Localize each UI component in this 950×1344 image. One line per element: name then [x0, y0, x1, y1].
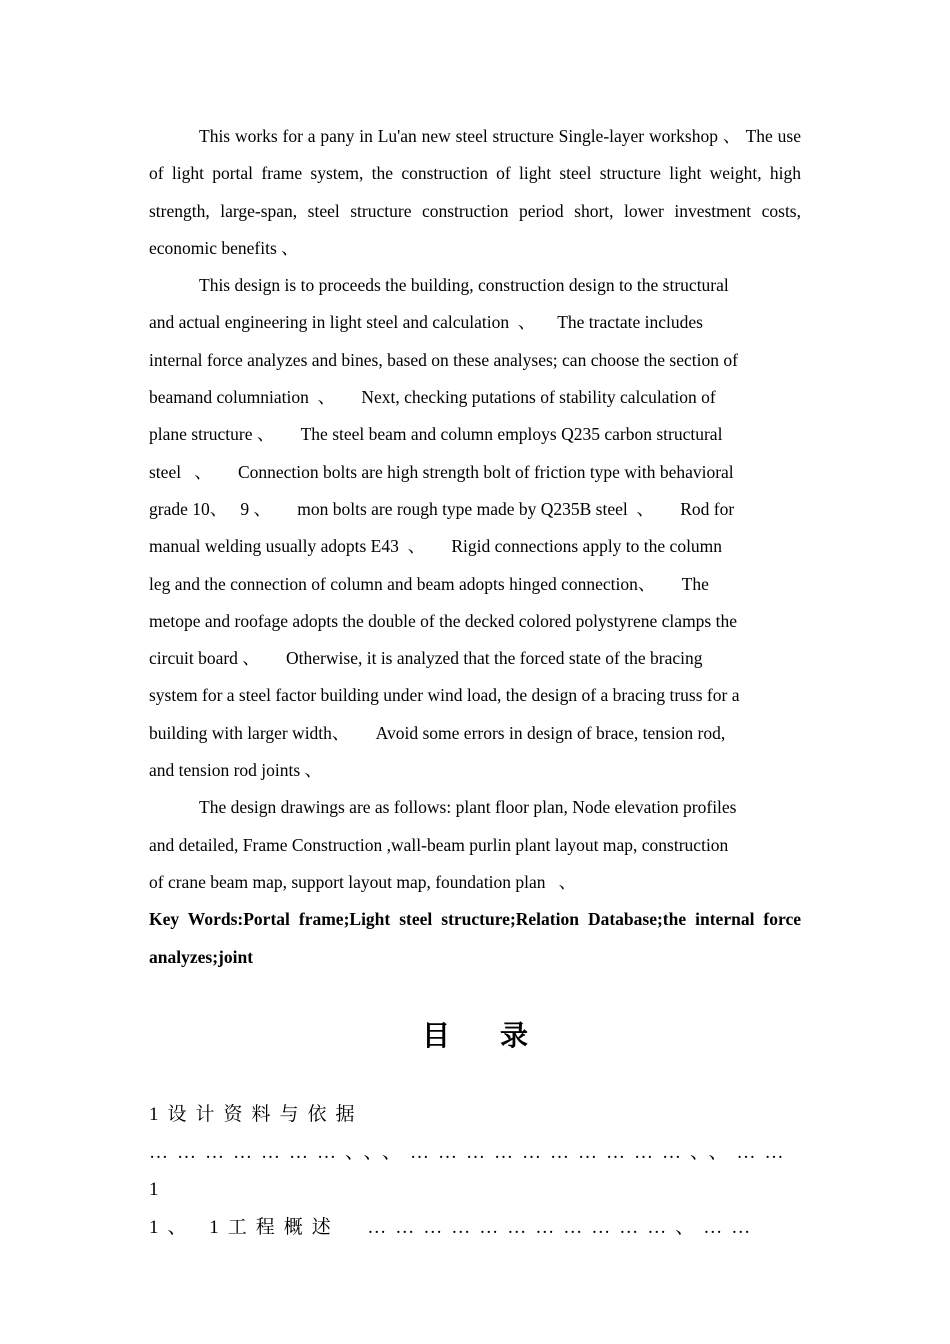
- abstract-paragraph-3: The design drawings are as follows: plant floor plan, Node elevation profiles and detailed, Frame Construction ,wall-beam purlin plant layout map, construction of crane beam map, support layout map, foundation plan 、: [149, 797, 737, 892]
- keywords: Key Words:Portal frame;Light steel structure;Relation Database;the internal force analyzes;joint: [149, 909, 801, 967]
- abstract-paragraph-2: This design is to proceeds the building, construction design to the structural and actual engineering in light steel and calculation 、 The tractate includes internal force analyzes and bines, based on these analyses; can choose the section of beamand columniation 、 Next, checking putations of stability calculation of plane structure 、 The steel beam and column employs Q235 carbon structural steel 、 Connection bolts are high strength bolt of friction type with behavioral grade 10、 9 、 mon bolts are rough type made by Q235B steel 、 Rod for manual welding usually adopts E43 、 Rigid connections apply to the column leg and the connection of column and beam adopts hinged connection、 The metope and roofage adopts the double of the decked colored polystyrene clamps the circuit board 、 Otherwise, it is analyzed that the forced state of the bracing system for a steel factor building under wind load, the design of a bracing truss for a building with larger width、 Avoid some errors in design of brace, tension rod, and tension rod joints 、: [149, 275, 740, 781]
- table-of-contents: [149, 1096, 801, 1246]
- abstract-section: [149, 118, 806, 976]
- toc-title: 目录: [421, 1019, 578, 1052]
- toc-entry-1-1[interactable]: 1、 1工程概述 ……………………………、……: [149, 1216, 760, 1238]
- toc-entry-1[interactable]: 1设计资料与依据 …………………、、、…………………………、、……1: [149, 1104, 793, 1200]
- abstract-paragraph-1: This works for a pany in Lu'an new steel structure Single-layer workshop 、 The use of light portal frame system, the construction of light steel structure light weight, high strength, large-span, steel structure construction period short, lower investment costs, economic benefits 、: [149, 126, 806, 258]
